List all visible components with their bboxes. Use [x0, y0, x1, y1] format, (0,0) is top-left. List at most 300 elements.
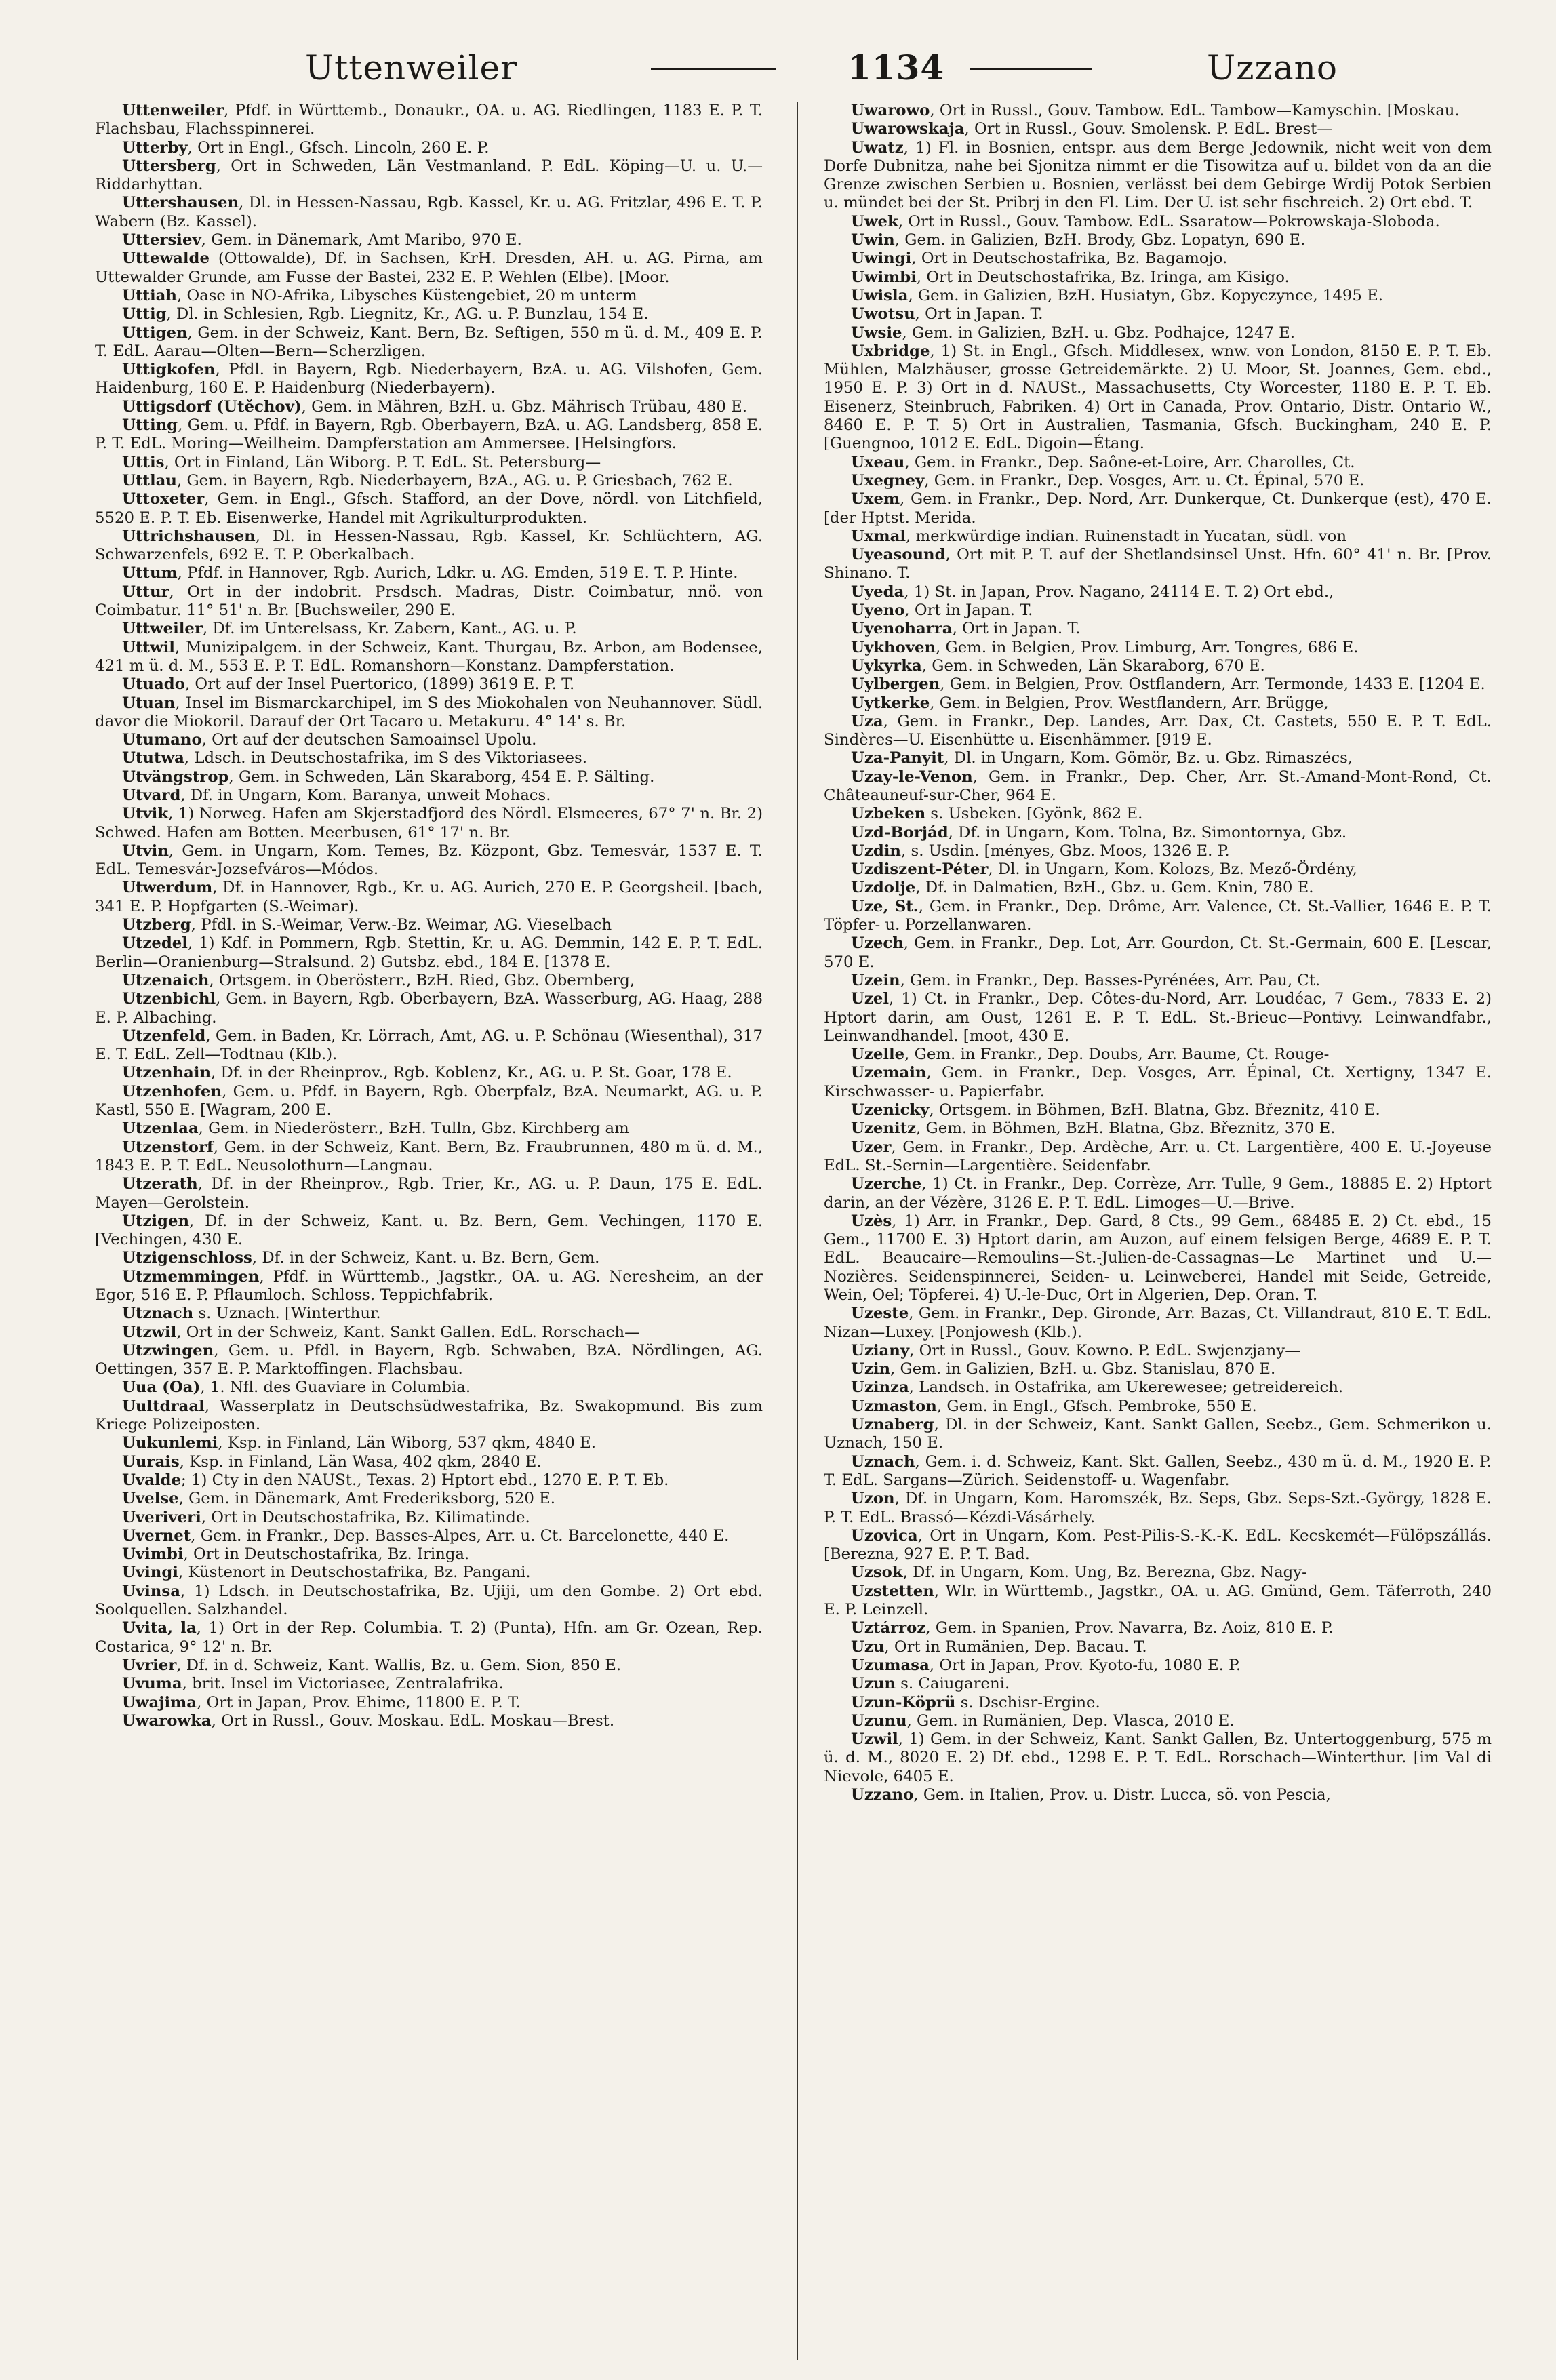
entry-headword: Uwek: [851, 212, 898, 231]
entry-headword: Uzer: [851, 1138, 892, 1156]
gazetteer-entry: [824, 1583, 1492, 1620]
entry-headword: Utzigen: [122, 1212, 190, 1230]
entry-headword: Utwerdum: [122, 879, 213, 897]
gazetteer-entry: [824, 1138, 1492, 1176]
entry-headword: Uzdiszent-Péter: [851, 860, 989, 879]
entry-headword: Uttweiler: [122, 620, 203, 638]
gazetteer-entry: [824, 528, 1492, 546]
gazetteer-entry: [95, 1212, 763, 1250]
gazetteer-entry: [95, 287, 763, 305]
entry-text: ; 1) Cty in den NAUSt., Texas. 2) Hptort ebd., 1270 E. P. T. Eb.: [181, 1471, 669, 1489]
left-running-headword: Uttenweiler: [305, 48, 517, 87]
entry-text: , Munizipalgem. in der Schweiz, Kant. Thurgau, Bz. Arbon, am Bodensee, 421 m ü. d. M., 553 E. P. T. EdL. Romanshorn—Konstanz. Dampferstation.: [95, 638, 763, 675]
entry-text: , Gem. in Frankr., Dep. Gironde, Arr. Bazas, Ct. Villandraut, 810 E. T. EdL. Nizan—Luxey. [Ponjowesh (Klb.).: [824, 1305, 1492, 1341]
entry-headword: Uxegney: [851, 471, 925, 490]
entry-headword: Uzerche: [851, 1175, 922, 1193]
entry-text: , Gem. i. d. Schweiz, Kant. Skt. Gallen, Seebz., 430 m ü. d. M., 1920 E. P. T. EdL. Sargans—Zürich. Seidenstoff- u. Wagenfabr.: [824, 1452, 1492, 1489]
entry-text: , Df. im Unterelsass, Kr. Zabern, Kant., AG. u. P.: [202, 620, 577, 638]
entry-headword: Uykyrka: [851, 656, 922, 675]
entry-text: , Wasserplatz in Deutschsüdwestafrika, Bz. Swakopmund. Bis zum Kriege Polizeiposten.: [95, 1397, 763, 1434]
entry-headword: Uttig: [122, 305, 167, 323]
entry-headword: Uvalde: [122, 1471, 182, 1489]
gazetteer-entry: [95, 1027, 763, 1065]
entry-text: , Gem. in Bayern, Rgb. Oberbayern, BzA. Wasserburg, AG. Haag, 288 E. P. Albaching.: [95, 990, 763, 1027]
gazetteer-entry: [95, 749, 763, 768]
entry-text: , Gem. in Galizien, BzH. u. Gbz. Podhajce, 1247 E.: [902, 323, 1295, 342]
gazetteer-entry: [95, 805, 763, 842]
gazetteer-entry: [824, 713, 1492, 750]
gazetteer-entry: [824, 620, 1492, 638]
gazetteer-entry: [824, 1490, 1492, 1527]
entry-text: , Ldsch. in Deutschostafrika, im S des Viktoriasees.: [184, 749, 587, 768]
entry-headword: Uzenicky: [851, 1101, 930, 1119]
entry-text: , Oase in NO-Afrika, Libysches Küstengebiet, 20 m unterm: [176, 286, 637, 304]
entry-headword: Uvuma: [122, 1675, 182, 1693]
entry-headword: Uzwil: [851, 1730, 898, 1749]
gazetteer-entry: [824, 972, 1492, 990]
entry-text: , Wlr. in Württemb., Jagstkr., OA. u. AG. Gmünd, Gem. Täferroth, 240 E. P. Leinzell.: [824, 1582, 1492, 1619]
entry-text: , 1) Gem. in der Schweiz, Kant. Sankt Gallen, Bz. Untertoggenburg, 575 m ü. d. M., 8020 E. 2) Df. ebd., 1298 E. P. T. EdL. Rorschach—Winterthur. [im Val di Nievole, 6405 E.: [824, 1730, 1492, 1785]
entry-headword: Uzech: [851, 934, 904, 953]
gazetteer-entry: [824, 1212, 1492, 1305]
entry-text: , Df. in der Rheinprov., Rgb. Trier, Kr., AG. u. P. Daun, 175 E. EdL. Mayen—Gerolstein.: [95, 1175, 763, 1212]
entry-text: , Ort mit P. T. auf der Shetlandsinsel Unst. Hfn. 60° 41' n. Br. [Prov. Shinano. T.: [824, 546, 1492, 582]
entry-headword: Uyeasound: [851, 546, 946, 564]
entry-text: , 1) Norweg. Hafen am Skjerstadfjord des Nördl. Elsmeeres, 67° 7' n. Br. 2) Schwed. Hafen am Botten. Meerbusen, 61° 17' n. Br.: [95, 805, 763, 841]
entry-text: , Gem. in Spanien, Prov. Navarra, Bz. Aoiz, 810 E. P.: [925, 1619, 1334, 1638]
entry-text: , Dl. in Ungarn, Kom. Kolozs, Bz. Mező-Ördény,: [988, 860, 1357, 879]
gazetteer-entry: [824, 824, 1492, 842]
entry-text: , Ort in Deutschostafrika, Bz. Iringa.: [183, 1545, 470, 1564]
entry-text: , Ksp. in Finland, Län Wasa, 402 qkm, 2840 E.: [179, 1452, 542, 1471]
gazetteer-entry: [824, 139, 1492, 213]
entry-headword: Utvard: [122, 786, 181, 804]
gazetteer-entry: [95, 1064, 763, 1082]
entry-headword: Uurais: [122, 1452, 180, 1471]
gazetteer-entry: [95, 1657, 763, 1675]
entry-headword: Utzberg: [122, 916, 191, 934]
entry-headword: Uylbergen: [851, 675, 940, 694]
gazetteer-entry: [824, 324, 1492, 342]
gazetteer-entry: [824, 601, 1492, 620]
entry-headword: Uzon: [851, 1490, 895, 1508]
gazetteer-entry: [95, 1490, 763, 1508]
entry-text: , Ort in der Schweiz, Kant. Sankt Gallen. EdL. Rorschach—: [176, 1323, 640, 1341]
entry-headword: Utvängstrop: [122, 768, 229, 786]
entry-headword: Uzmaston: [851, 1397, 937, 1415]
column-divider: [797, 102, 798, 2360]
gazetteer-entry: [824, 120, 1492, 138]
entry-headword: Utzwil: [122, 1323, 177, 1341]
entry-text: , Df. in Hannover, Rgb., Kr. u. AG. Aurich, 270 E. P. Georgsheil. [bach, 341 E. P. Hopfgarten (S.-Weimar).: [95, 879, 763, 915]
entry-headword: Utumano: [122, 731, 202, 749]
entry-headword: Uzelle: [851, 1046, 905, 1064]
gazetteer-entry: [824, 583, 1492, 601]
gazetteer-entry: [824, 1453, 1492, 1490]
gazetteer-entry: [95, 157, 763, 195]
gazetteer-entry: [95, 1583, 763, 1620]
gazetteer-entry: [824, 1101, 1492, 1119]
entry-headword: Uttigen: [122, 323, 188, 342]
gazetteer-entry: [824, 1564, 1492, 1582]
entry-text: , Ort in Russl., Gouv. Tambow. EdL. Tambow—Kamyschin. [Moskau.: [930, 102, 1460, 119]
entry-text: , Gem. u. Pfdf. in Bayern, Rgb. Oberpfalz, BzA. Neumarkt, AG. u. P. Kastl, 550 E. [Wagram, 200 E.: [95, 1082, 763, 1119]
entry-headword: Uza: [851, 712, 883, 730]
gazetteer-entry: [824, 1786, 1492, 1804]
gazetteer-entry: [824, 1360, 1492, 1379]
gazetteer-entry: [95, 1324, 763, 1342]
entry-headword: Uykhoven: [851, 638, 936, 656]
gazetteer-entry: [824, 749, 1492, 768]
gazetteer-entry: [95, 1379, 763, 1397]
entry-text: , 1. Nfl. des Guaviare in Columbia.: [200, 1379, 471, 1397]
entry-headword: Uzenitz: [851, 1119, 917, 1138]
gazetteer-entry: [95, 1545, 763, 1564]
entry-headword: Uyeda: [851, 582, 904, 601]
entry-text: , Gem. in Schweden, Län Skaraborg, 454 E. P. Sälting.: [228, 768, 655, 786]
entry-headword: Uvita, la: [122, 1619, 197, 1638]
entry-text: , Gem. in Belgien, Prov. Limburg, Arr. Tongres, 686 E.: [936, 638, 1359, 656]
entry-text: , Ort in Finland, Län Wiborg. P. T. EdL. St. Petersburg—: [164, 453, 601, 471]
gazetteer-entry: [95, 1138, 763, 1176]
gazetteer-entry: [824, 657, 1492, 675]
entry-headword: Uxbridge: [851, 342, 930, 360]
entry-headword: Uwin: [851, 231, 895, 250]
gazetteer-entry: [95, 1694, 763, 1712]
entry-text: , Gem. in Frankr., Dep. Saône-et-Loire, Arr. Charolles, Ct.: [904, 453, 1355, 471]
entry-text: , Gem. in Frankr., Dep. Lot, Arr. Gourdon, Ct. St.-Germain, 600 E. [Lescar, 570 E.: [824, 934, 1492, 971]
entry-headword: Uttersberg: [122, 157, 216, 175]
entry-text: , Ort auf der deutschen Samoainsel Upolu.: [201, 731, 537, 749]
gazetteer-entry: [95, 1305, 763, 1323]
gazetteer-entry: [95, 1268, 763, 1305]
entry-headword: Uxmal: [851, 527, 906, 545]
gazetteer-entry: [824, 879, 1492, 897]
entry-headword: Uultdraal: [122, 1397, 205, 1415]
entry-text: , Ksp. in Finland, Län Wiborg, 537 qkm, 4840 E.: [218, 1434, 597, 1452]
entry-text: , Gem. in Ungarn, Kom. Temes, Bz. Központ, Gbz. Temesvár, 1537 E. T. EdL. Temesvár-Jozsefváros—Módos.: [95, 841, 763, 879]
gazetteer-entry: [824, 1638, 1492, 1657]
gazetteer-entry: [95, 102, 763, 139]
entry-text: , Gem. u. Pfdf. in Bayern, Rgb. Oberbayern, BzA. u. AG. Landsberg, 858 E. P. T. EdL. Moring—Weilheim. Dampferstation am Ammersee. [Helsingfors.: [95, 416, 763, 453]
entry-text: , Gem. in Böhmen, BzH. Blatna, Gbz. Březnitz, 370 E.: [916, 1119, 1336, 1138]
entry-headword: Utznach: [122, 1305, 194, 1323]
entry-text: , Ortsgem. in Oberösterr., BzH. Ried, Gbz. Obernberg,: [209, 971, 635, 989]
gazetteer-entry: [824, 768, 1492, 806]
entry-text: , merkwürdige indian. Ruinenstadt in Yucatan, südl. von: [906, 527, 1347, 545]
entry-text: , Gem. in der Schweiz, Kant. Bern, Bz. Seftigen, 550 m ü. d. M., 409 E. P. T. EdL. Aarau—Olten—Bern—Scherzligen.: [95, 323, 763, 360]
entry-text: , Gem. in Engl., Gfsch. Stafford, an der Dove, nördl. von Litchfield, 5520 E. P. T. Eb. Eisenwerke, Handel mit Agrikulturprodukten.: [95, 490, 763, 527]
entry-headword: Uttwil: [122, 638, 175, 656]
gazetteer-entry: [95, 694, 763, 732]
gazetteer-entry: [95, 250, 763, 287]
entry-text: , Dl. in der Schweiz, Kant. Sankt Gallen, Seebz., Gem. Schmerikon u. Uznach, 150 E.: [824, 1416, 1492, 1452]
entry-headword: Uvelse: [122, 1490, 179, 1508]
gazetteer-entry: [95, 361, 763, 398]
entry-text: , Ort in Japan, Prov. Kyoto-fu, 1080 E. P.: [929, 1656, 1241, 1674]
entry-headword: Uwingi: [851, 250, 912, 268]
gazetteer-entry: [824, 805, 1492, 823]
entry-text: , Pfdf. in Württemb., Jagstkr., OA. u. AG. Neresheim, an der Egor, 516 E. P. Pflaumloch. Schloss. Teppichfabrik.: [95, 1267, 763, 1304]
entry-text: , Gem. in der Schweiz, Kant. Bern, Bz. Fraubrunnen, 480 m ü. d. M., 1843 E. P. T. EdL. Neusolothurn—Langnau.: [95, 1138, 763, 1174]
entry-text: , Ort in Deutschostafrika, Bz. Bagamojo.: [911, 250, 1228, 268]
entry-text: , 1) Arr. in Frankr., Dep. Gard, 8 Cts., 99 Gem., 68485 E. 2) Ct. ebd., 15 Gem., 11700 E. 3) Hptort darin, am Auzon, auf einem felsigen Berge, 4689 E. P. T. EdL. Beaucaire—Remoulins—St.-Julien-de-Cassagnas—Le Martinet und U.—Nozières. Seidenspinnerei, Seiden- u. Leinweberei, Handel mit Seide, Getreide, Wein, Oel; Töpferei. 4) U.-le-Duc, Ort in Algerien, Dep. Oran. T.: [824, 1212, 1492, 1304]
entry-text: , Ort in Russl., Gouv. Smolensk. P. EdL. Brest—: [964, 120, 1333, 138]
entry-headword: Uze, St.: [851, 897, 919, 915]
gazetteer-entry: [95, 934, 763, 972]
entry-text: , Gem. in Frankr., Dep. Drôme, Arr. Valence, Ct. St.-Vallier, 1646 E. P. T. Töpfer- u. Porzellanwaren.: [824, 897, 1492, 934]
entry-text: , Dl. in Schlesien, Rgb. Liegnitz, Kr., AG. u. P. Bunzlau, 154 E.: [166, 305, 649, 323]
entry-text: , Gem. in Frankr., Dep. Ardèche, Arr. u. Ct. Largentière, 400 E. U.-Joyeuse EdL. St.-Sernin—Largentière. Seidenfabr.: [824, 1138, 1492, 1174]
gazetteer-entry: [824, 842, 1492, 860]
entry-text: , Insel im Bismarckarchipel, im S des Miokohalen von Neuhannover. Südl. davor die Miokoril. Darauf der Ort Tacaro u. Metakuru. 4° 14' s. Br.: [95, 694, 763, 730]
gazetteer-entry: [95, 639, 763, 676]
gazetteer-entry: [824, 305, 1492, 323]
gazetteer-entry: [95, 768, 763, 787]
gazetteer-entry: [824, 102, 1492, 120]
entry-headword: Utvin: [122, 841, 169, 860]
entry-headword: Uzumasa: [851, 1656, 930, 1674]
gazetteer-entry: [95, 139, 763, 157]
gazetteer-entry: [95, 231, 763, 250]
entry-text: , 1) St. in Japan, Prov. Nagano, 24114 E. T. 2) Ort ebd.,: [904, 582, 1334, 601]
entry-text: , Gem. in Baden, Kr. Lörrach, Amt, AG. u. P. Schönau (Wiesenthal), 317 E. T. EdL. Zell—Todtnau (Klb.).: [95, 1027, 763, 1064]
entry-text: , s. Usdin. [ményes, Gbz. Moos, 1326 E. P.: [901, 841, 1230, 860]
entry-headword: Utuado: [122, 675, 185, 694]
gazetteer-entry: [95, 842, 763, 879]
gazetteer-entry: [824, 860, 1492, 879]
entry-headword: Uwimbi: [851, 268, 917, 286]
entry-headword: Uzstetten: [851, 1582, 934, 1600]
gazetteer-entry: [824, 1730, 1492, 1786]
gazetteer-entry: [824, 342, 1492, 454]
gazetteer-entry: [824, 1694, 1492, 1712]
entry-headword: Uyenoharra: [851, 620, 953, 638]
entry-text: , Gem. in Frankr., Dep. Basses-Alpes, Arr. u. Ct. Barcelonette, 440 E.: [191, 1526, 730, 1545]
entry-headword: Uwsie: [851, 323, 902, 342]
entry-headword: Uzemain: [851, 1064, 927, 1082]
entry-headword: Uttum: [122, 564, 178, 582]
entry-text: , 1) Ldsch. in Deutschostafrika, Bz. Ujiji, um den Gombe. 2) Ort ebd. Soolquellen. Salzhandel.: [95, 1582, 763, 1619]
gazetteer-entry: [824, 546, 1492, 583]
entry-text: (Ottowalde), Df. in Sachsen, KrH. Dresden, AH. u. AG. Pirna, am Uttewalder Grunde, am Fusse der Bastei, 232 E. P. Wehlen (Elbe). [Moor.: [95, 250, 763, 286]
gazetteer-entry: [95, 472, 763, 490]
entry-headword: Uvernet: [122, 1526, 191, 1545]
entry-headword: Uzun-Köprü: [851, 1693, 956, 1711]
gazetteer-entry: [824, 1379, 1492, 1397]
entry-headword: Uua (Oa): [122, 1379, 201, 1397]
entry-text: , Ortsgem. in Böhmen, BzH. Blatna, Gbz. Březnitz, 410 E.: [929, 1101, 1380, 1119]
entry-text: , 1) Ort in der Rep. Columbia. T. 2) (Punta), Hfn. am Gr. Ozean, Rep. Costarica, 9° 12' n. Br.: [95, 1619, 763, 1656]
gazetteer-entry: [824, 454, 1492, 472]
entry-text: , Df. in der Schweiz, Kant. u. Bz. Bern, Gem. Vechingen, 1170 E. [Vechingen, 430 E.: [95, 1212, 763, 1249]
gazetteer-entry: [824, 675, 1492, 694]
entry-text: , Pfdf. in Württemb., Donaukr., OA. u. AG. Riedlingen, 1183 E. P. T. Flachsbau, Flachsspinnerei.: [95, 102, 763, 138]
entry-text: , Pfdl. in Bayern, Rgb. Niederbayern, BzA. u. AG. Vilshofen, Gem. Haidenburg, 160 E. P. Haidenburg (Niederbayern).: [95, 361, 763, 397]
entry-headword: Uzunu: [851, 1711, 907, 1730]
gazetteer-entry: [95, 1712, 763, 1730]
entry-headword: Uzd-Borjád: [851, 823, 949, 841]
gazetteer-entry: [95, 972, 763, 990]
gazetteer-entry: [824, 1342, 1492, 1360]
entry-text: , Gem. in Schweden, Län Skaraborg, 670 E.: [921, 656, 1265, 675]
entry-text: , Ort in Japan, Prov. Ehime, 11800 E. P. T.: [197, 1693, 521, 1711]
entry-headword: Uzun: [851, 1675, 896, 1693]
entry-headword: Uwarowskaja: [851, 120, 965, 138]
gazetteer-entry: [824, 694, 1492, 713]
entry-text: , Gem. in Frankr., Dep. Cher, Arr. St.-Amand-Mont-Rond, Ct. Châteauneuf-sur-Cher, 964 E.: [824, 768, 1492, 804]
entry-headword: Ututwa: [122, 749, 184, 768]
gazetteer-entry: [824, 934, 1492, 972]
entry-headword: Uwatz: [851, 138, 904, 157]
gazetteer-entry: [95, 620, 763, 638]
entry-text: , brit. Insel im Victoriasee, Zentralafrika.: [182, 1675, 504, 1693]
entry-text: , Dl. in Hessen-Nassau, Rgb. Kassel, Kr. u. AG. Fritzlar, 496 E. T. P. Wabern (Bz. Kassel).: [95, 194, 763, 231]
gazetteer-entry: [95, 305, 763, 323]
entry-headword: Uttigsdorf (Utěchov): [122, 397, 302, 416]
entry-headword: Uttur: [122, 582, 169, 601]
entry-text: s. Uznach. [Winterthur.: [193, 1305, 381, 1323]
gazetteer-entry: [95, 490, 763, 528]
page-header: [95, 41, 1512, 95]
entry-text: , Gem. in Galizien, BzH. Husiatyn, Gbz. Kopyczynce, 1495 E.: [908, 286, 1383, 304]
gazetteer-entry: [95, 1249, 763, 1267]
entry-text: , Df. in Dalmatien, BzH., Gbz. u. Gem. Knin, 780 E.: [915, 879, 1314, 897]
entry-headword: Utzenbichl: [122, 990, 216, 1008]
entry-text: , Df. in Ungarn, Kom. Tolna, Bz. Simontornya, Gbz.: [948, 823, 1347, 841]
entry-text: , Küstenort in Deutschostafrika, Bz. Pangani.: [178, 1564, 531, 1582]
entry-headword: Uzès: [851, 1212, 892, 1230]
gazetteer-entry: [824, 1657, 1492, 1675]
gazetteer-entry: [824, 1527, 1492, 1564]
entry-text: , Ort in Japan. T.: [915, 305, 1043, 323]
entry-headword: Uzu: [851, 1638, 885, 1656]
left-column: [95, 102, 763, 2360]
gazetteer-entry: [95, 1083, 763, 1120]
entry-text: , Ort in Rumänien, Dep. Bacau. T.: [884, 1638, 1147, 1656]
gazetteer-entry: [824, 898, 1492, 935]
gazetteer-entry: [824, 639, 1492, 657]
entry-text: , Gem. in Frankr., Dep. Doubs, Arr. Baume, Ct. Rouge-: [904, 1046, 1330, 1064]
entry-text: , Df. in der Rheinprov., Rgb. Koblenz, Kr., AG. u. P. St. Goar, 178 E.: [211, 1064, 732, 1082]
entry-text: s. Usbeken. [Gyönk, 862 E.: [925, 805, 1143, 823]
entry-text: , Gem. in Frankr., Dep. Nord, Arr. Dunkerque, Ct. Dunkerque (est), 470 E. [der Hptst. Merida.: [824, 490, 1492, 527]
gazetteer-entry: [824, 1416, 1492, 1453]
entry-headword: Uza-Panyit: [851, 749, 944, 768]
gazetteer-entry: [95, 787, 763, 805]
entry-headword: Uukunlemi: [122, 1434, 218, 1452]
gazetteer-entry: [95, 1619, 763, 1657]
entry-headword: Uzin: [851, 1360, 891, 1379]
entry-headword: Uveriveri: [122, 1508, 201, 1526]
entry-text: , Ort in Japan. T.: [904, 601, 1033, 620]
entry-text: , Gem. in Belgien, Prov. Westflandern, Arr. Brügge,: [930, 694, 1329, 712]
right-running-headword: Uzzano: [1207, 48, 1338, 87]
entry-headword: Utzenstorf: [122, 1138, 214, 1156]
gazetteer-entry: [95, 1471, 763, 1490]
gazetteer-entry: [95, 675, 763, 694]
entry-headword: Uvinsa: [122, 1582, 180, 1600]
gazetteer-entry: [824, 287, 1492, 305]
entry-text: , Gem. in Galizien, BzH. Brody, Gbz. Lopatyn, 690 E.: [894, 231, 1306, 250]
entry-headword: Utzenhain: [122, 1064, 212, 1082]
entry-text: , Ort in Ungarn, Kom. Pest-Pilis-S.-K.-K. EdL. Kecskemét—Fülöpszállás. [Berezna, 927 E. P. T. Bad.: [824, 1526, 1492, 1564]
entry-headword: Utzenfeld: [122, 1027, 206, 1045]
entry-headword: Uyeno: [851, 601, 905, 620]
gazetteer-entry: [824, 1064, 1492, 1101]
entry-headword: Uwisla: [851, 286, 909, 304]
entry-headword: Utting: [122, 416, 178, 435]
gazetteer-entry: [95, 1453, 763, 1471]
entry-text: , Gem. in Belgien, Prov. Ostflandern, Arr. Termonde, 1433 E. [1204 E.: [940, 675, 1485, 694]
entry-headword: Uzinza: [851, 1379, 909, 1397]
entry-headword: Utvik: [122, 805, 169, 823]
entry-headword: Uvrier: [122, 1656, 177, 1674]
gazetteer-entry: [95, 731, 763, 749]
entry-text: , Gem. u. Pfdl. in Bayern, Rgb. Schwaben, BzA. Nördlingen, AG. Oettingen, 357 E. P. Marktoffingen. Flachsbau.: [95, 1341, 763, 1379]
entry-text: , Df. in d. Schweiz, Kant. Wallis, Bz. u. Gem. Sion, 850 E.: [176, 1656, 622, 1674]
entry-headword: Uzdolje: [851, 879, 916, 897]
entry-headword: Utterby: [122, 138, 188, 157]
entry-headword: Uzel: [851, 990, 889, 1008]
gazetteer-entry: [95, 1675, 763, 1693]
entry-text: , Df. in der Schweiz, Kant. u. Bz. Bern, Gem.: [252, 1249, 600, 1267]
entry-text: , Ort in Deutschostafrika, Bz. Iringa, am Kisigo.: [916, 268, 1290, 286]
entry-headword: Uttrichshausen: [122, 527, 256, 545]
entry-text: , Ort in Russl., Gouv. Tambow. EdL. Ssaratow—Pokrowskaja-Sloboda.: [898, 212, 1440, 231]
gazetteer-entry: [824, 269, 1492, 287]
entry-headword: Uttigkofen: [122, 361, 216, 379]
entry-text: , Dl. in Ungarn, Kom. Gömör, Bz. u. Gbz. Rimaszécs,: [944, 749, 1353, 768]
entry-text: , Ort auf der Insel Puertorico, (1899) 3619 E. P. T.: [184, 675, 575, 694]
gazetteer-entry: [824, 231, 1492, 250]
entry-headword: Uziany: [851, 1341, 910, 1360]
entry-headword: Uxeau: [851, 453, 905, 471]
entry-headword: Uzovica: [851, 1526, 918, 1545]
gazetteer-entry: [95, 1527, 763, 1545]
entry-text: , Gem. in Frankr., Dep. Vosges, Arr. Épinal, Ct. Xertigny, 1347 E. Kirschwasser- u. Papierfabr.: [824, 1064, 1492, 1100]
gazetteer-entry: [95, 528, 763, 565]
entry-headword: Uttershausen: [122, 194, 239, 212]
gazetteer-entry: [95, 194, 763, 231]
gazetteer-entry: [824, 1175, 1492, 1212]
entry-headword: Uttersiev: [122, 231, 201, 250]
entry-headword: Utzerath: [122, 1175, 198, 1193]
entry-headword: Utzedel: [122, 934, 188, 953]
gazetteer-entry: [824, 213, 1492, 231]
entry-headword: Uttiah: [122, 286, 177, 304]
entry-headword: Uzein: [851, 971, 900, 989]
entry-text: , Ort in Japan. T.: [952, 620, 1081, 638]
entry-headword: Uttoxeter: [122, 490, 205, 509]
entry-text: , Gem. in Frankr., Dep. Vosges, Arr. u. Ct. Épinal, 570 E.: [924, 471, 1365, 490]
entry-text: , Ort in Russl., Gouv. Moskau. EdL. Moskau—Brest.: [211, 1711, 615, 1730]
entry-headword: Uzbeken: [851, 805, 926, 823]
entry-headword: Uzzano: [851, 1786, 914, 1804]
entry-text: , 1) Kdf. in Pommern, Rgb. Stettin, Kr. u. AG. Demmin, 142 E. P. T. EdL. Berlin—Oranienburg—Stralsund. 2) Gutsbz. ebd., 184 E. [1378 E.: [95, 934, 763, 971]
gazetteer-entry: [95, 324, 763, 361]
entry-headword: Uznach: [851, 1452, 915, 1471]
gazetteer-entry: [95, 1434, 763, 1452]
entry-text: , Gem. in Mähren, BzH. u. Gbz. Mährisch Trübau, 480 E.: [301, 397, 747, 416]
gazetteer-entry: [824, 472, 1492, 490]
gazetteer-entry: [95, 583, 763, 620]
entry-headword: Uvingi: [122, 1564, 178, 1582]
entry-text: , 1) Ct. in Frankr., Dep. Côtes-du-Nord, Arr. Loudéac, 7 Gem., 7833 E. 2) Hptort darin, am Oust, 1261 E. P. T. EdL. St.-Brieuc—Pontivy. Leinwandfabr., Leinwandhandel. [moot, 430 E.: [824, 990, 1492, 1045]
entry-text: s. Dschisr-Ergine.: [955, 1693, 1100, 1711]
gazetteer-entry: [824, 990, 1492, 1046]
gazetteer-entry: [95, 398, 763, 416]
